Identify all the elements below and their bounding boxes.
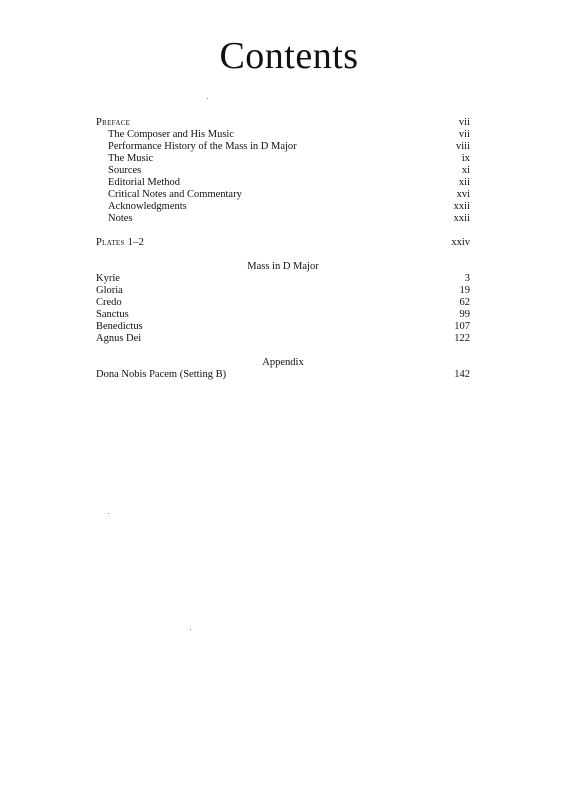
toc-entry-plates (96, 237, 470, 249)
toc-entry-preface (96, 117, 470, 129)
toc-entry-label: Acknowledgments (108, 201, 187, 212)
page-title: Contents (219, 35, 359, 77)
toc-entry-label: Sanctus (96, 309, 129, 320)
toc-entry (96, 333, 470, 345)
toc-entry (96, 273, 470, 285)
scan-speck (207, 98, 208, 99)
toc-entry (96, 321, 470, 333)
toc-entry (96, 177, 470, 189)
toc-entry-page: viii (455, 141, 470, 152)
toc-entry-page: 142 (454, 369, 470, 380)
toc-entry-page: vii (458, 117, 470, 128)
toc-entry-label: Agnus Dei (96, 333, 142, 344)
toc-entry-label: Plates 1–2 (96, 237, 145, 248)
toc-entry-page: xi (461, 165, 470, 176)
toc-entry-page: 3 (464, 273, 470, 284)
toc-entry-page: 122 (454, 333, 470, 344)
toc-entry-label: Gloria (96, 285, 123, 296)
toc-entry-label: Editorial Method (108, 177, 181, 188)
toc-entry-label: Performance History of the Mass in D Major (108, 141, 297, 152)
scan-speck (108, 513, 109, 514)
toc-entry (96, 153, 470, 165)
toc-entry-label: Kyrie (96, 273, 120, 284)
toc-entry (96, 297, 470, 309)
toc-entry-page: 19 (459, 285, 470, 296)
table-of-contents (96, 117, 470, 381)
toc-entry-page: xii (458, 177, 470, 188)
section-heading-appendix: Appendix (262, 357, 304, 368)
toc-entry-page: 62 (459, 297, 470, 308)
toc-entry-page: vii (458, 129, 470, 140)
toc-entry-label: Critical Notes and Commentary (108, 189, 242, 200)
toc-entry-page: xxii (453, 213, 470, 224)
toc-entry-label: The Composer and His Music (108, 129, 234, 140)
toc-entry-label: Benedictus (96, 321, 143, 332)
toc-entry-page: xxii (453, 201, 470, 212)
toc-entry-label: Dona Nobis Pacem (Setting B) (96, 369, 227, 380)
toc-entry (96, 309, 470, 321)
scan-speck (190, 629, 191, 630)
toc-entry (96, 201, 470, 213)
toc-entry (96, 369, 470, 381)
toc-entry (96, 141, 470, 153)
toc-entry-label: Preface (96, 117, 131, 128)
toc-entry (96, 285, 470, 297)
toc-entry-page: 99 (459, 309, 470, 320)
toc-entry (96, 189, 470, 201)
toc-entry (96, 129, 470, 141)
toc-entry-label: The Music (108, 153, 154, 164)
toc-entry-page: 107 (454, 321, 470, 332)
toc-entry (96, 213, 470, 225)
toc-entry-page: ix (461, 153, 470, 164)
toc-entry (96, 165, 470, 177)
toc-entry-page: xvi (456, 189, 470, 200)
toc-entry-label: Sources (108, 165, 142, 176)
toc-entry-label: Notes (108, 213, 133, 224)
section-heading-mass: Mass in D Major (247, 261, 319, 272)
toc-entry-page: xxiv (451, 237, 470, 248)
toc-entry-label: Credo (96, 297, 122, 308)
